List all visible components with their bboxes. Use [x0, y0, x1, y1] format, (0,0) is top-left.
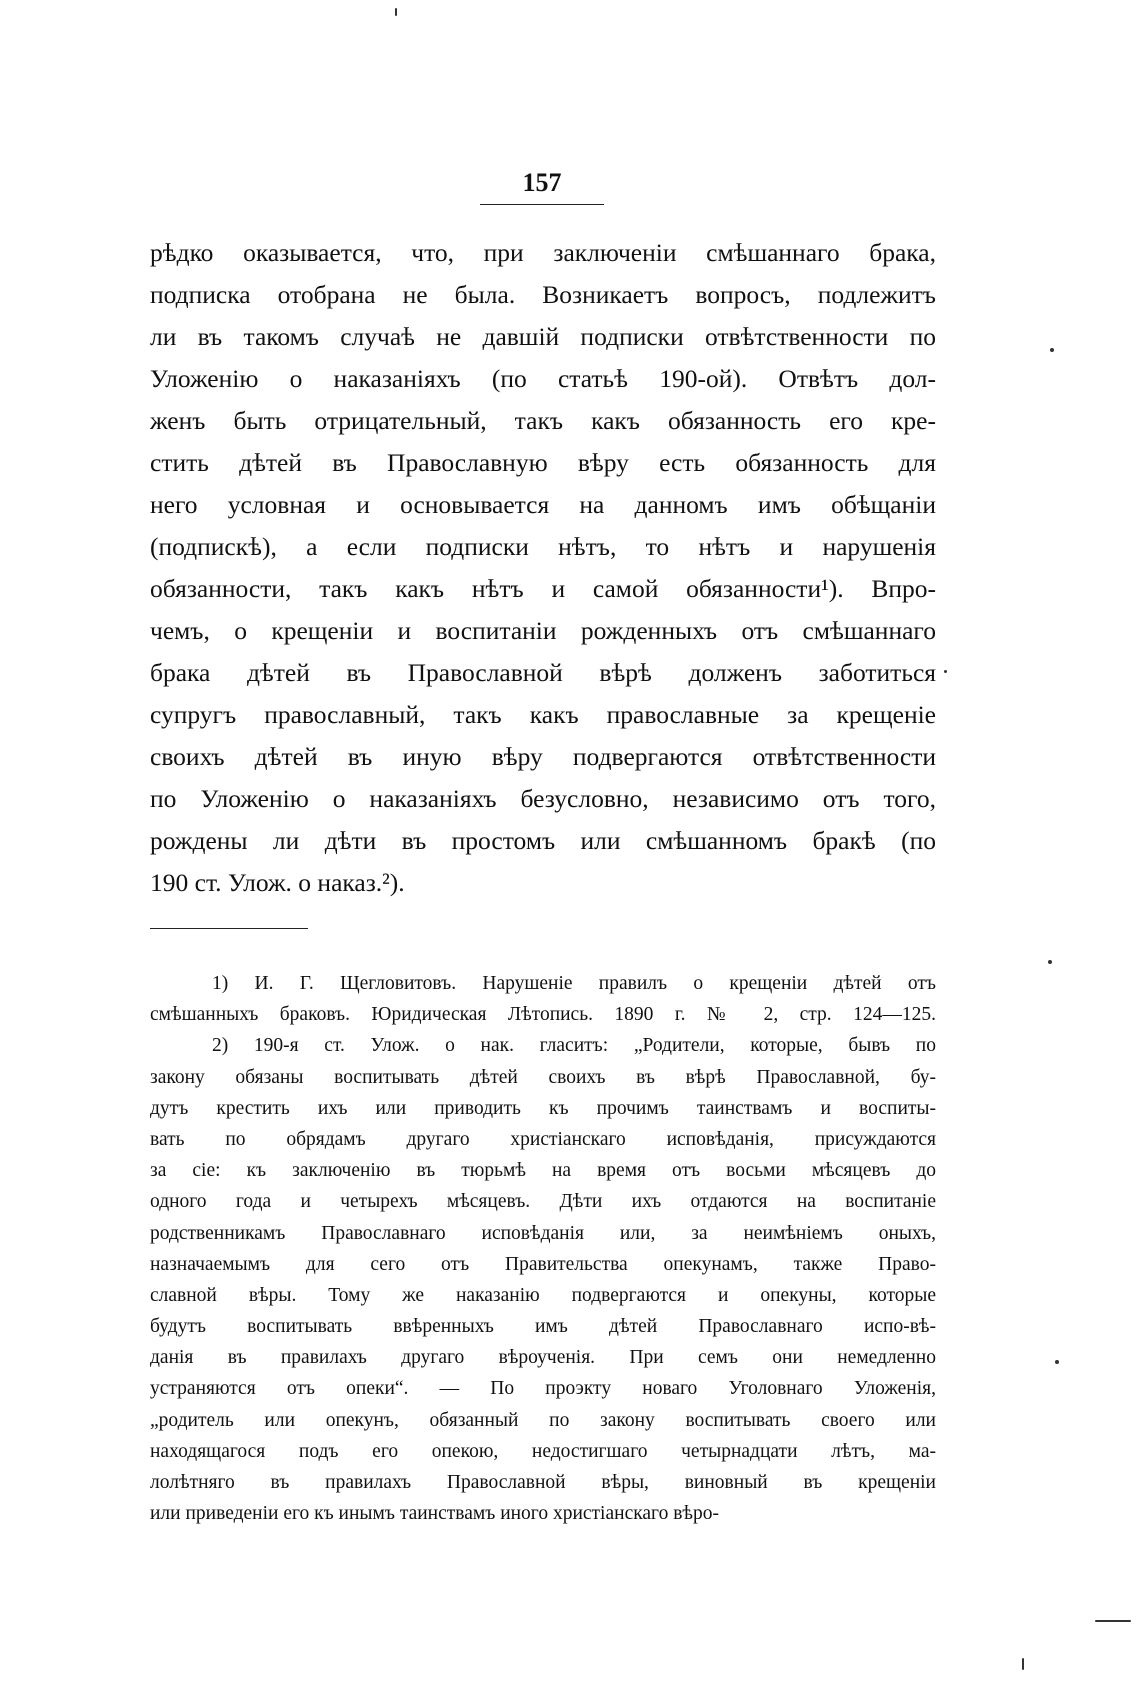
footnote-line: закону обязаны воспитывать дѣтей своихъ въ вѣрѣ Православной, бу- — [150, 1066, 936, 1088]
body-line: 190 ст. Улож. о наказ.²). — [150, 868, 405, 897]
body-line: женъ быть отрицательный, такъ какъ обязанность его кре- — [150, 406, 936, 435]
footnote-line: за сіе: къ заключенію въ тюрьмѣ на время отъ восьми мѣсяцевъ до — [150, 1160, 936, 1182]
footnote-line: устраняются отъ опеки“. — По проэкту новаго Уголовнаго Уложенія, — [150, 1378, 936, 1400]
scan-speck — [395, 8, 397, 16]
body-line: подписка отобрана не была. Возникаетъ вопросъ, подлежитъ — [150, 280, 936, 309]
scan-speck — [1095, 1620, 1131, 1622]
footnote-line: назначаемымъ для сего отъ Правительства опекунамъ, также Право- — [150, 1253, 936, 1275]
scan-speck — [1055, 1360, 1059, 1364]
footnote-line: данія въ правилахъ другаго вѣроученія. При семъ они немедленно — [150, 1347, 936, 1369]
footnote-line: смѣшанныхъ браковъ. Юридическая Лѣтопись. 1890 г. № 2, стр. 124—125. — [150, 1004, 936, 1026]
scan-speck — [1048, 960, 1052, 964]
footnote-line: или приведеніи его къ инымъ таинствамъ иного христіанскаго вѣро- — [150, 1503, 719, 1525]
footnote-line: „родитель или опекунъ, обязанный по закону воспитывать своего или — [150, 1409, 936, 1431]
body-line: него условная и основывается на данномъ имъ обѣщаніи — [150, 490, 936, 519]
scan-speck — [1022, 1658, 1024, 1670]
footnote-line: будутъ воспитывать ввѣренныхъ имъ дѣтей Православнаго испо-вѣ- — [150, 1316, 936, 1338]
body-line: рѣдко оказывается, что, при заключеніи смѣшаннаго брака, — [150, 238, 936, 267]
footnote-line: славной вѣры. Тому же наказанію подвергаются и опекуны, которые — [150, 1284, 936, 1306]
body-line: Уложенію о наказаніяхъ (по статьѣ 190-ой). Отвѣтъ дол- — [150, 364, 936, 393]
footnote-line: находящагося подъ его опекою, недостигшаго четырнадцати лѣтъ, ма- — [150, 1440, 936, 1462]
footnote-line: дутъ крестить ихъ или приводить къ прочимъ таинствамъ и воспиты- — [150, 1097, 936, 1119]
page-number: 157 — [480, 168, 604, 205]
footnote-line: 2) 190-я ст. Улож. о нак. гласитъ: „Родители, которые, бывъ по — [212, 1035, 936, 1057]
scan-speck — [944, 670, 947, 673]
footnote-line: родственникамъ Православнаго исповѣданія или, за неимѣніемъ оныхъ, — [150, 1222, 936, 1244]
scan-speck — [1050, 348, 1054, 352]
footnote-line: вать по обрядамъ другаго христіанскаго исповѣданія, присуждаются — [150, 1128, 936, 1150]
body-line: обязанности, такъ какъ нѣтъ и самой обязанности¹). Впро- — [150, 574, 936, 603]
body-line: стить дѣтей въ Православную вѣру есть обязанность для — [150, 448, 936, 477]
body-line: чемъ, о крещеніи и воспитаніи рожденныхъ отъ смѣшаннаго — [150, 616, 936, 645]
main-paragraph — [150, 232, 936, 904]
footnote-line: лолѣтняго въ правилахъ Православной вѣры, виновный въ крещеніи — [150, 1472, 936, 1493]
body-line: (подпискѣ), а если подписки нѣтъ, то нѣтъ и нарушенія — [150, 532, 936, 561]
body-line: брака дѣтей въ Православной вѣрѣ долженъ заботиться — [150, 658, 936, 687]
body-line: ли въ такомъ случаѣ не давшій подписки отвѣтственности по — [150, 322, 936, 351]
body-line: своихъ дѣтей въ иную вѣру подвергаются отвѣтственности — [150, 742, 936, 771]
footnote-line: одного года и четырехъ мѣсяцевъ. Дѣти ихъ отдаются на воспитаніе — [150, 1191, 936, 1213]
footnotes — [150, 968, 936, 1529]
body-line: супругъ православный, такъ какъ православные за крещеніе — [150, 700, 936, 729]
footnote-line: 1) И. Г. Щегловитовъ. Нарушеніе правилъ о крещеніи дѣтей отъ — [212, 973, 936, 994]
body-line: по Уложенію о наказаніяхъ безусловно, независимо отъ того, — [150, 784, 936, 813]
footnote-divider — [150, 928, 308, 929]
body-line: рождены ли дѣти въ простомъ или смѣшанномъ бракѣ (по — [150, 826, 936, 855]
